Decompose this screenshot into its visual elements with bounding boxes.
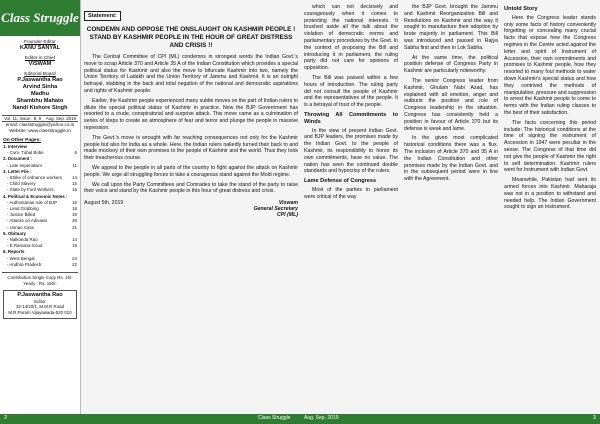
toc-page: 19 — [72, 243, 77, 249]
toc-item — [3, 262, 77, 268]
address-line: M.R.Puram Vijayawada-520 010 — [8, 310, 72, 316]
toc-label: - Com. Tubal Bobe — [7, 150, 44, 156]
toc-page: 20 — [72, 218, 77, 224]
toc-page: 14 — [72, 175, 77, 181]
contribution-single: Contribution Single Copy Rs. 15/- — [7, 275, 73, 281]
editor-label: Editor in Chief — [24, 56, 56, 61]
signatory — [254, 200, 298, 218]
toc-label: 1. Interview — [3, 144, 27, 149]
toc-page: 16 — [72, 187, 77, 193]
column-paragraph: Here the Congress leader stands only some facts of history conveniently forgetting or concealing many crucial facts that expose how the Congress regimes in the Centre acted against the letter and spirit of Instrument of Accession, their own commitments and promises to Kashmir people, how they resorted to many foul methods to water down Kashmir's special status and how they contrived the methods of manipulation, pressure and suppression to arrest the Kashmir people to come to terms with the Indian ruling classes to the best of their satisfaction. — [504, 14, 596, 116]
board-member: Shambhu Mahato — [16, 98, 64, 104]
statement-label: Statement: — [84, 11, 121, 21]
toc-label: - Land Grabbing — [7, 206, 39, 212]
toc-label: - Child Slavery — [7, 181, 36, 187]
board-member: Nandi Kishore Singh — [12, 105, 68, 111]
founder-label: Founder Editor — [24, 40, 56, 45]
column-subheading: Untold Story — [504, 6, 538, 12]
toc-label: - Unnao Case — [7, 224, 35, 230]
column-paragraph: The Bill was passed within a few hours of introduction. The ruling party did not consult the people of Kashmir and the representatives of the people. It is a betrayal of trust of the people. — [304, 74, 398, 109]
column-subheading: Lame Defense of Congress — [304, 178, 377, 185]
toc-page: 16 — [72, 199, 77, 205]
toc-label: 2. Document : — [3, 156, 33, 162]
statement-paragraph: Earlier, the Kashmir people experienced many subtle moves on the part of Indian rulers to dilute the special political status of Kashmir in practice. Now the BJP Government has resorted to a crude, conspiratorial and surprise attack. This move came as a culmination of series of steps to create an atmosphere of fear and terror and plunge the people in massive repression. — [84, 97, 298, 131]
toc-page: 14 — [72, 237, 77, 243]
article-column-3 — [504, 4, 596, 404]
signatory-name: Viswam — [278, 200, 298, 207]
column-paragraph: which can not decisively and courageously when it comes to protecting the national interests. It brushed aside all the talk about the violation of democratic norms and parliamentary procedures by the Govt. In the context of proposing the Bill and introducing it in parliament, the ruling party did not care for opinions of opposition. — [304, 4, 398, 72]
statement-article — [84, 4, 298, 414]
toc-page: 6 — [74, 150, 77, 156]
website-text: Website: www.classstruggle.in — [9, 128, 71, 133]
email-text: email: classstruggle@yahoo.co.in — [5, 122, 75, 127]
toc-page: 21 — [72, 224, 77, 230]
volume-issue: Vol. 11, Issue : 8, 9 — [4, 116, 42, 121]
toc-page: 19 — [72, 212, 77, 218]
address-line: 32-14/20/1, M.M.R Road — [15, 304, 65, 310]
editor-address-box — [3, 290, 77, 318]
page-number-left: 2 — [4, 415, 8, 421]
toc-label: - Attacks on Adivasis — [7, 218, 48, 224]
masthead-logo: Class Struggle — [0, 0, 80, 36]
issue-date: Aug. Sep. 2019 — [45, 116, 76, 121]
toc-label: - Justice Billed — [7, 212, 36, 218]
column-paragraph: Meanwhile, Pakistan had sent its armed forces into Kashmir. Maharaja was not in a position to withstand and needed help. The Indian Government sought to sign an Instrument. — [504, 177, 596, 211]
statement-paragraph: We call upon the Party Committees and Comrades to take the stand of the party to raise their voice and stand by the Kashmir people in this hour of great distress and crisis. — [84, 181, 298, 195]
statement-date: August 5th, 2019 — [84, 200, 124, 207]
contribution-info — [2, 272, 78, 286]
column-paragraph: The senior Congress leader from Kashmir, Ghulam Nabi Azad, has explained with all emotion, anger and outburst the position and role of Congress leadership in the situation. Congress has consistently held a position in favour of Article 370 but its defense is weak and lame. — [404, 77, 498, 132]
contribution-yearly: Yearly : Rs. 150/- — [23, 280, 57, 286]
editor-box-name: P.Jaswantha Rao — [17, 292, 63, 299]
founder-name: KANU SANYAL — [19, 45, 61, 51]
statement-body — [84, 54, 298, 195]
board-member: P.Jaswantha Rao — [17, 77, 63, 83]
footer-masthead: Class Struggle — [258, 415, 291, 421]
toc-label: 4. Political & Economic Notes : — [3, 193, 68, 199]
signatory-org: CPI (ML) — [276, 212, 298, 219]
column-paragraph: the BJP Govt. brought the Jammu and Kashmir Reorganization Bill and Resolutions on Kashmir and the way it sought to manufacture their adoption by brute majority in parliament. This Bill was introduced and passed in Rajya Sabha first and then in Lok Sabha. — [404, 4, 498, 51]
footer-bar-left — [0, 414, 300, 424]
column-paragraph: Most of the parties in parliament were critical of the way — [304, 186, 398, 200]
board-member: Arvind Sinha — [22, 84, 58, 90]
table-of-contents — [0, 138, 80, 268]
toc-label: - West Bengal — [7, 255, 35, 261]
statement-paragraph: We appeal to the people in all parts of the country to fight against the attack on Kashmir people. We urge all struggling forces to take a courageous stand against the Modi regime. — [84, 164, 298, 178]
page-footer — [0, 414, 600, 424]
toc-label: 6. Reports — [3, 249, 25, 255]
toc-page: 18 — [72, 206, 77, 212]
signatory-title: General Secretary — [253, 206, 298, 213]
toc-label: - E.Ramana Goud — [7, 243, 43, 249]
editor-name: VISWAM — [28, 61, 52, 67]
board-member: Madhu — [30, 91, 50, 97]
toc-label: - Andhra Pradesh — [7, 261, 42, 267]
sidebar — [0, 0, 81, 414]
footer-date: Aug. Sep. 2019 — [304, 415, 339, 421]
column-paragraph: In the given most complicated historical conditions there was a flux. The inclusion of Article 370 and 35 A in the Indian Constitution and other promises made by the Indian Govt. and in the subsequent period were in line with the Agreement. — [404, 135, 498, 183]
toc-page: 15 — [72, 181, 77, 187]
toc-label: - Nalkonda Rao — [7, 237, 38, 243]
board-label: Editorial Board — [24, 72, 56, 77]
toc-label: - Authoritarian rule of BJP — [7, 199, 58, 205]
editor-box-role: Editor — [34, 298, 46, 304]
statement-headline: CONDEMN AND OPPOSE THE ONSLAUGHT ON KASHMIR PEOPLE ! STAND BY KASHMIR PEOPLE IN THE HOUR OF GREAT DISTRESS AND CRISIS !! — [86, 26, 296, 49]
article-column-2 — [404, 4, 498, 404]
toc-label: - Late Imperialism — [7, 162, 42, 168]
volume-line — [2, 115, 78, 122]
toc-list — [3, 144, 77, 268]
statement-paragraph: The Central Committee of CPI (ML) condemns in strongest words the Indian Govt.'s move to scrap Article 370 and Article 35 A of the Indian Constitution which provides a special political status for Kashmir and also the move to bifurcate Kashmir into two, namely the Union Territory of Ladakh and the Union Territory of Jammu and Kashmir. It is an outright betrayal, stabbing in the back and total negation of the national and democratic aspirations and rights of Kashmir people. — [84, 54, 298, 94]
column-paragraph: The facts concerning this period include: The historical conditions at the time of signing the instrument of Accession in 1947 were peculiar in the sense. The Congress of that time did not give the people of Kashmir the right to self determination. Kashmir rulers went for Instrument with Indian Govt. — [504, 119, 596, 174]
statement-paragraph: The Govt.'s move is wrought with far reaching consequences not only for the Kashmir people but also for India as a whole. Here, the Indian rulers nakedly turned their back to and made mockery of their own promises to the people of Kashmir and the world. Thus they took their treacherous course. — [84, 134, 298, 162]
footer-bar-right — [300, 414, 600, 424]
column-paragraph: At the same time, the political position defense of Congress Party in Kashmir are particularly noteworthy. — [404, 54, 498, 75]
article-column-1 — [304, 4, 398, 404]
toc-label: - Strike of ordnance workers — [7, 175, 62, 181]
page-number-right: 3 — [592, 415, 596, 421]
toc-label: - State by Ford Workers — [7, 187, 54, 193]
toc-title: On Other Pages: — [3, 138, 41, 143]
toc-label: 3. Letter File : — [3, 168, 32, 174]
column-subheading: Throwing All Commitments to Winds — [304, 111, 398, 125]
toc-page: 11 — [72, 162, 77, 168]
statement-signature — [84, 200, 298, 218]
toc-label: 5. Obituary — [3, 230, 26, 236]
toc-page: 22 — [72, 261, 77, 267]
column-paragraph: In the view of present Indian Govt. and BJP leaders, the promises made by the Indian Govt. to the people of Kashmir, its responsibility to honor its own commitments, have no value. The nation has seen the continued double standards and hypocrisy of the rulers. — [304, 127, 398, 175]
toc-page: 24 — [72, 255, 77, 261]
